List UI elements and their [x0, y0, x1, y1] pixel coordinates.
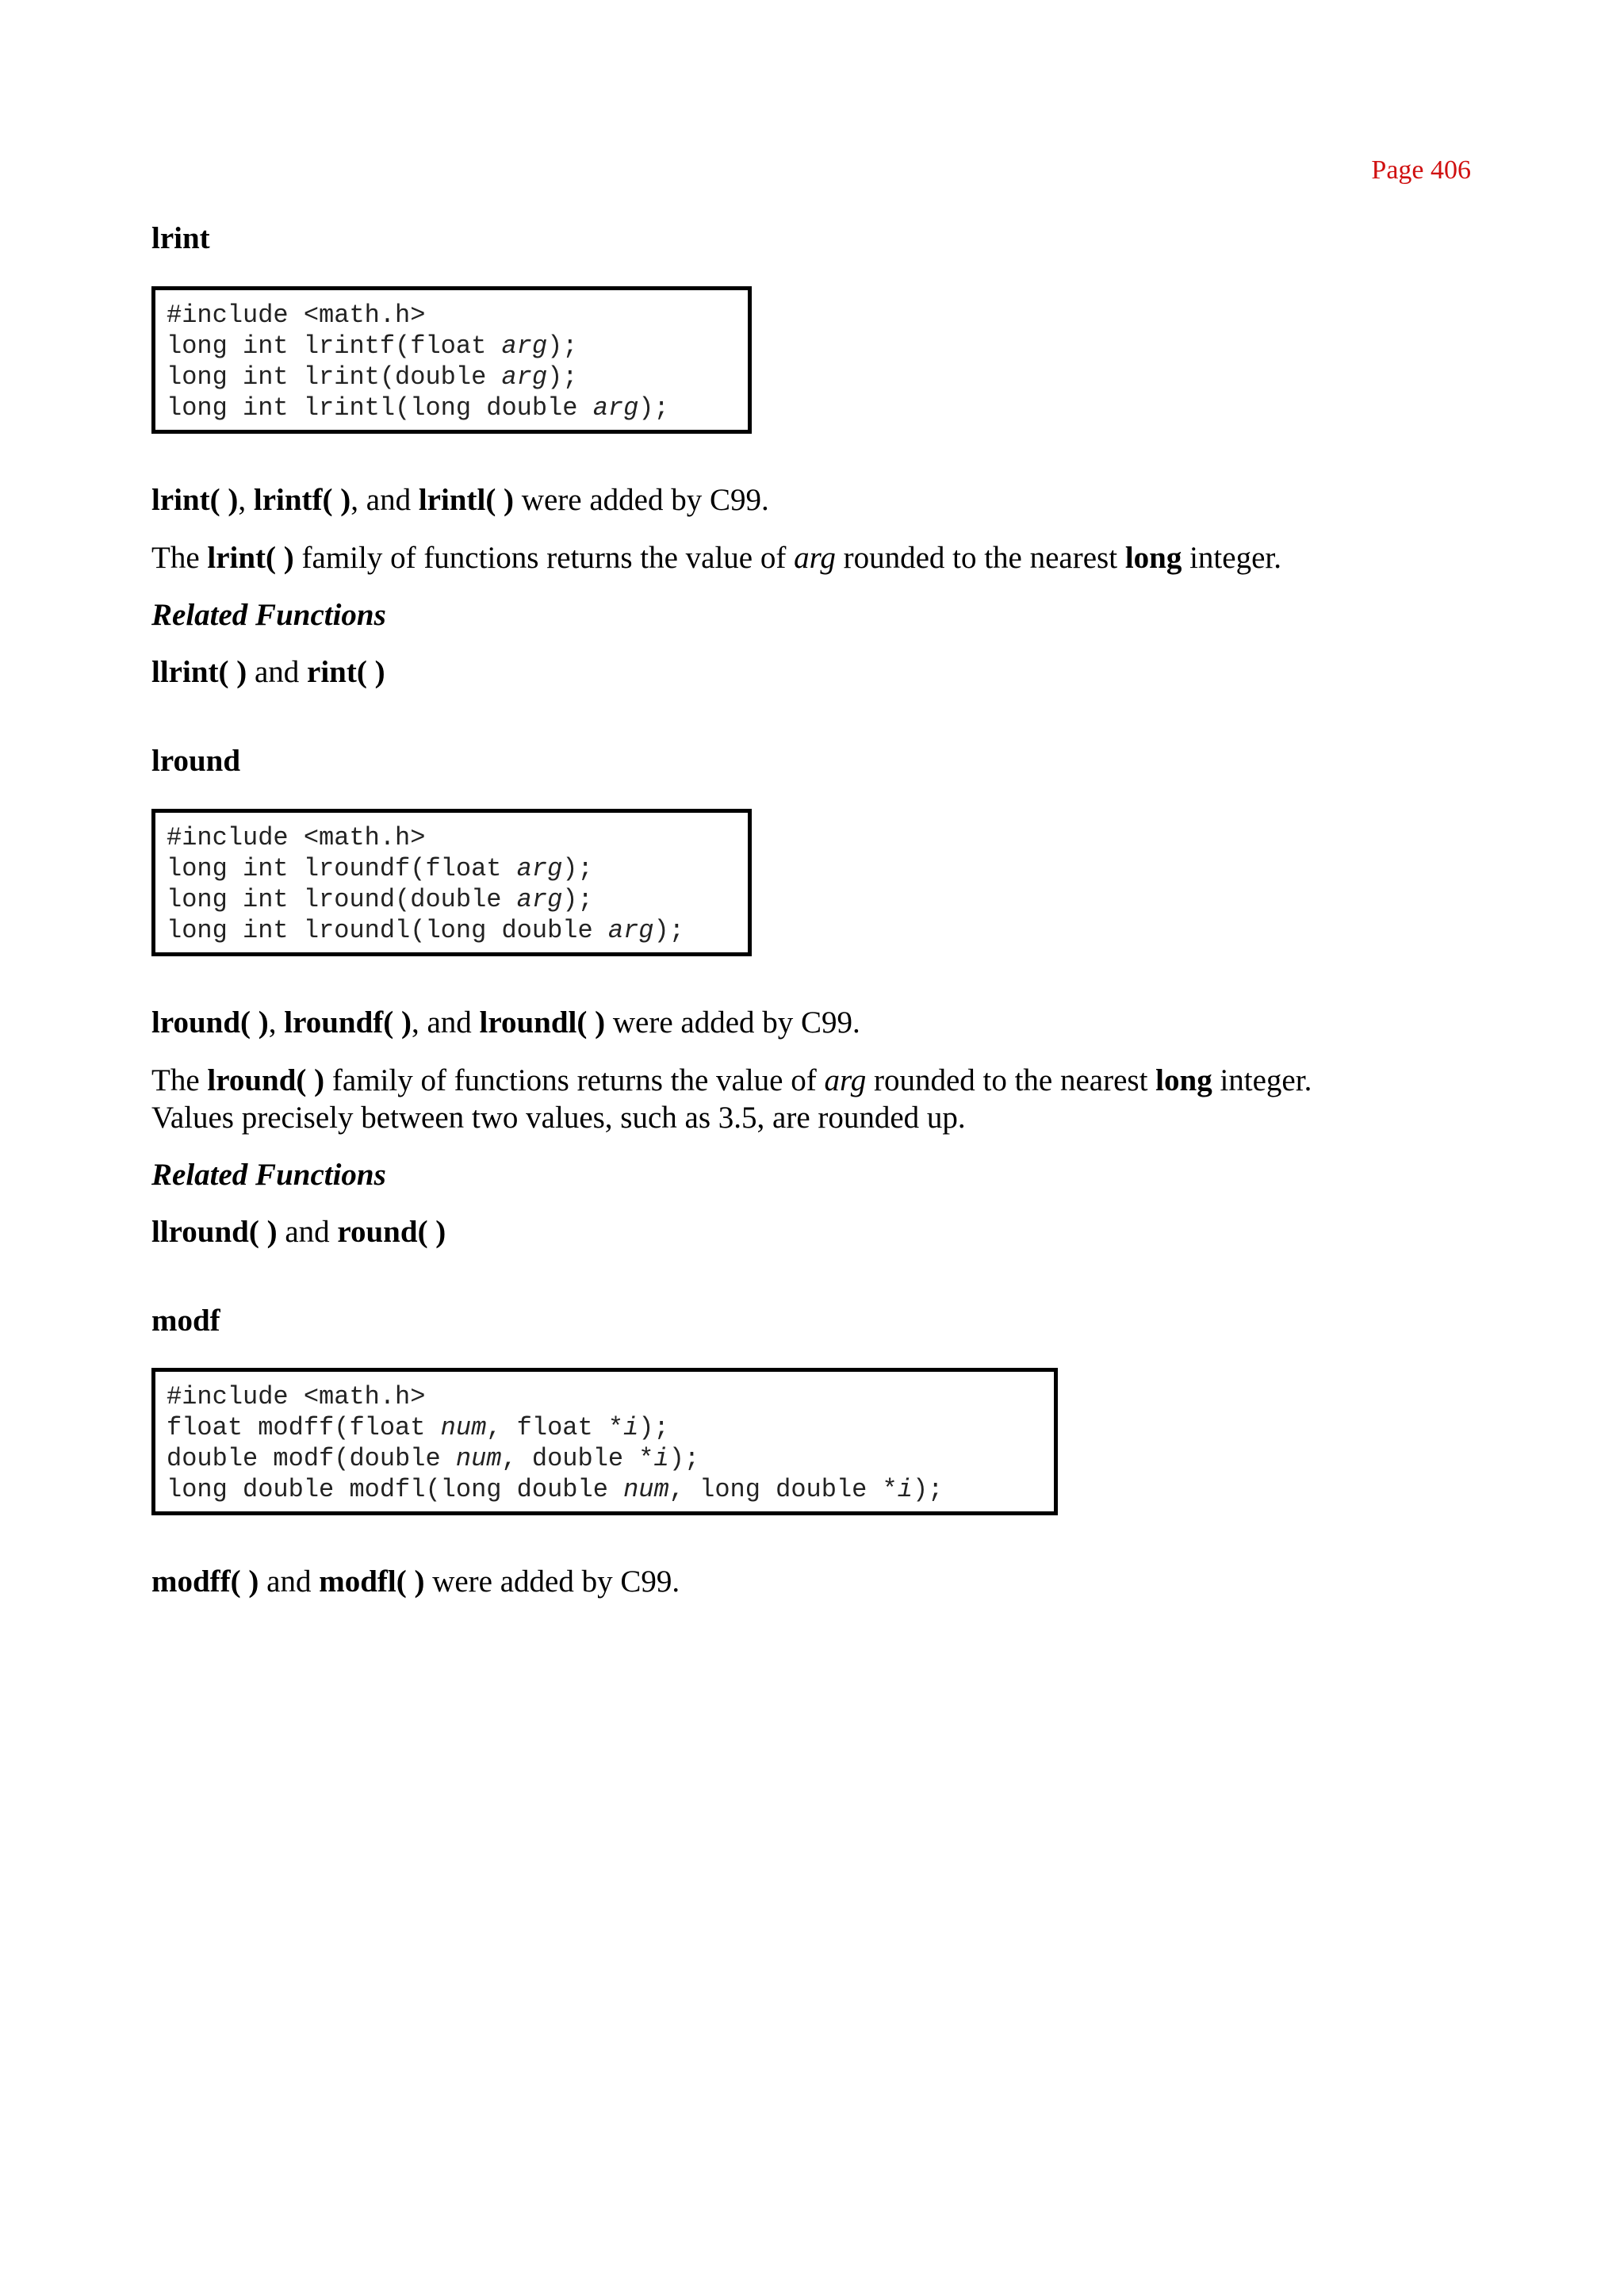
function-section-lrint [151, 220, 1484, 691]
c99-note: lround( ), lroundf( ), and lroundl( ) were added by C99. [151, 1005, 860, 1040]
related-functions-heading: Related Functions [151, 597, 386, 632]
code-synopsis-box [151, 1368, 1058, 1515]
description-paragraph: The lrint( ) family of functions returns the value of arg rounded to the nearest long integer. [151, 540, 1281, 575]
related-functions-list: llround( ) and round( ) [151, 1214, 446, 1249]
function-section-modf [151, 1303, 1484, 1601]
code-line: float modff(float num, float *i); [167, 1413, 669, 1443]
code-line: long int lroundf(float arg); [167, 853, 593, 883]
related-functions-heading: Related Functions [151, 1157, 386, 1192]
function-heading: modf [151, 1303, 220, 1338]
code-line: long double modfl(long double num, long double *i); [167, 1475, 944, 1505]
function-heading: lround [151, 743, 241, 778]
c99-note: lrint( ), lrintf( ), and lrintl( ) were added by C99. [151, 482, 769, 517]
description-paragraph: The lround( ) family of functions returns the value of arg rounded to the nearest long integer. Values precisely between two values, such as 3.5, are rounded up. [151, 1063, 1312, 1135]
code-line: #include <math.h> [167, 1382, 426, 1412]
code-line: #include <math.h> [167, 822, 426, 852]
c99-note: modff( ) and modfl( ) were added by C99. [151, 1564, 680, 1599]
page-number: Page 406 [1371, 155, 1471, 185]
function-heading: lrint [151, 221, 210, 255]
code-line: long int lround(double arg); [167, 884, 593, 914]
code-line: #include <math.h> [167, 300, 426, 330]
related-functions-list: llrint( ) and rint( ) [151, 654, 385, 689]
code-line: long int lroundl(long double arg); [167, 915, 684, 945]
code-line: long int lrint(double arg); [167, 362, 578, 392]
code-synopsis-box [151, 286, 752, 434]
code-line: long int lrintf(float arg); [167, 331, 578, 361]
document-body [151, 220, 1484, 1600]
function-section-lround [151, 743, 1484, 1250]
code-line: double modf(double num, double *i); [167, 1444, 700, 1474]
code-line: long int lrintl(long double arg); [167, 393, 669, 423]
code-synopsis-box [151, 809, 752, 956]
